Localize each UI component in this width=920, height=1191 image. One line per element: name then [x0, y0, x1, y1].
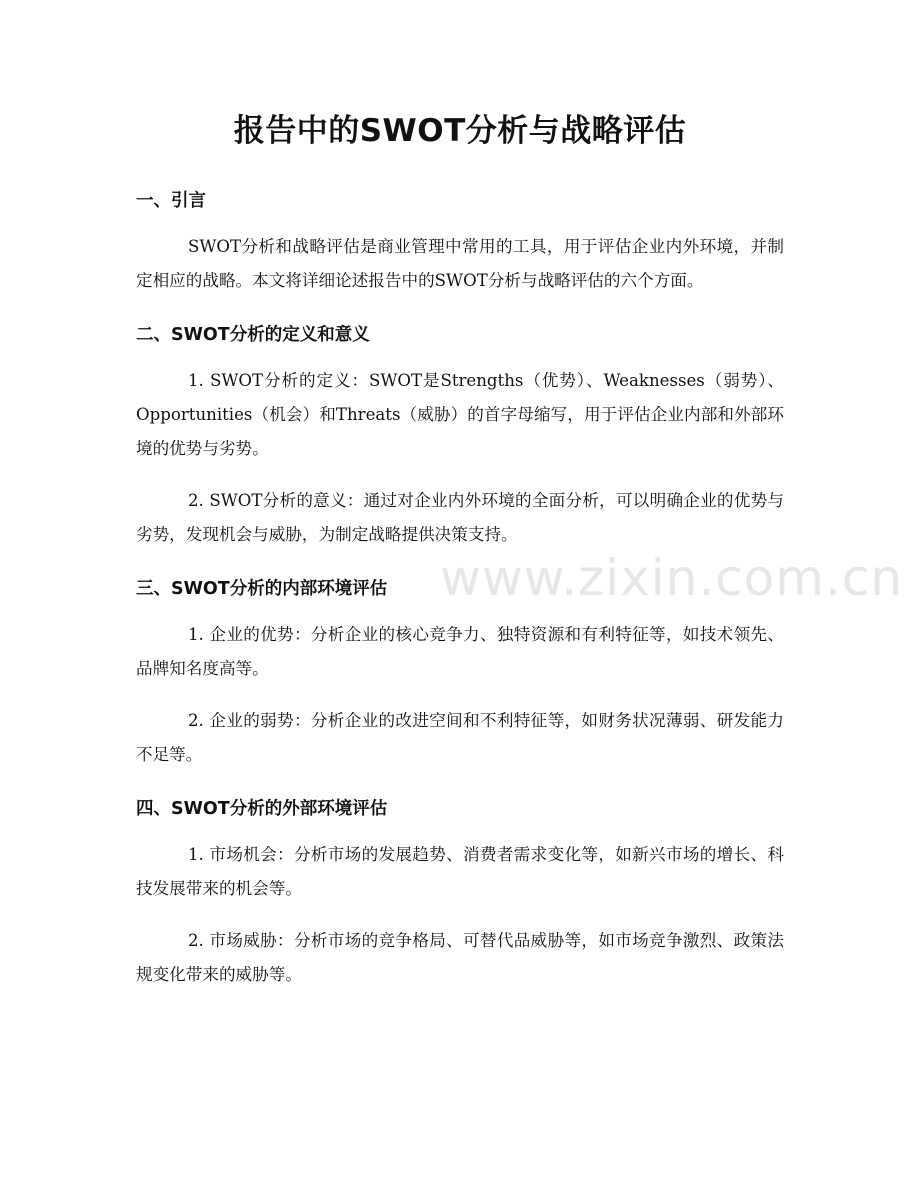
paragraph: 2. 市场威胁：分析市场的竞争格局、可替代品威胁等，如市场竞争激烈、政策法规变化带来的威胁等。 — [136, 931, 784, 984]
watermark: www.zixin.com.cn — [440, 549, 904, 607]
paragraph: SWOT分析和战略评估是商业管理中常用的工具，用于评估企业内外环境，并制定相应的战略。本文将详细论述报告中的SWOT分析与战略评估的六个方面。 — [136, 237, 784, 290]
paragraph: 2. 企业的弱势：分析企业的改进空间和不利特征等，如财务状况薄弱、研发能力不足等。 — [136, 711, 784, 764]
section-heading: 二、SWOT分析的定义和意义 — [136, 325, 370, 345]
document-title: 报告中的SWOT分析与战略评估 — [233, 113, 687, 149]
section-internal-environment — [136, 576, 784, 772]
section-introduction — [136, 188, 784, 298]
paragraph: 1. 市场机会：分析市场的发展趋势、消费者需求变化等，如新兴市场的增长、科技发展带来的机会等。 — [136, 845, 784, 898]
paragraph: 1. 企业的优势：分析企业的核心竞争力、独特资源和有利特征等，如技术领先、品牌知名度高等。 — [136, 625, 784, 678]
section-heading: 一、引言 — [136, 191, 206, 211]
paragraph: 2. SWOT分析的意义：通过对企业内外环境的全面分析，可以明确企业的优势与劣势，发现机会与威胁，为制定战略提供决策支持。 — [136, 491, 784, 544]
section-external-environment — [136, 796, 784, 992]
section-heading: 四、SWOT分析的外部环境评估 — [136, 799, 388, 819]
paragraph: 1. SWOT分析的定义：SWOT是Strengths（优势）、Weaknesses（弱势）、Opportunities（机会）和Threats（威胁）的首字母缩写，用于评估企业内部和外部环境的优势与劣势。 — [136, 371, 784, 458]
section-swot-definition — [136, 322, 784, 552]
section-heading: 三、SWOT分析的内部环境评估 — [136, 579, 388, 599]
